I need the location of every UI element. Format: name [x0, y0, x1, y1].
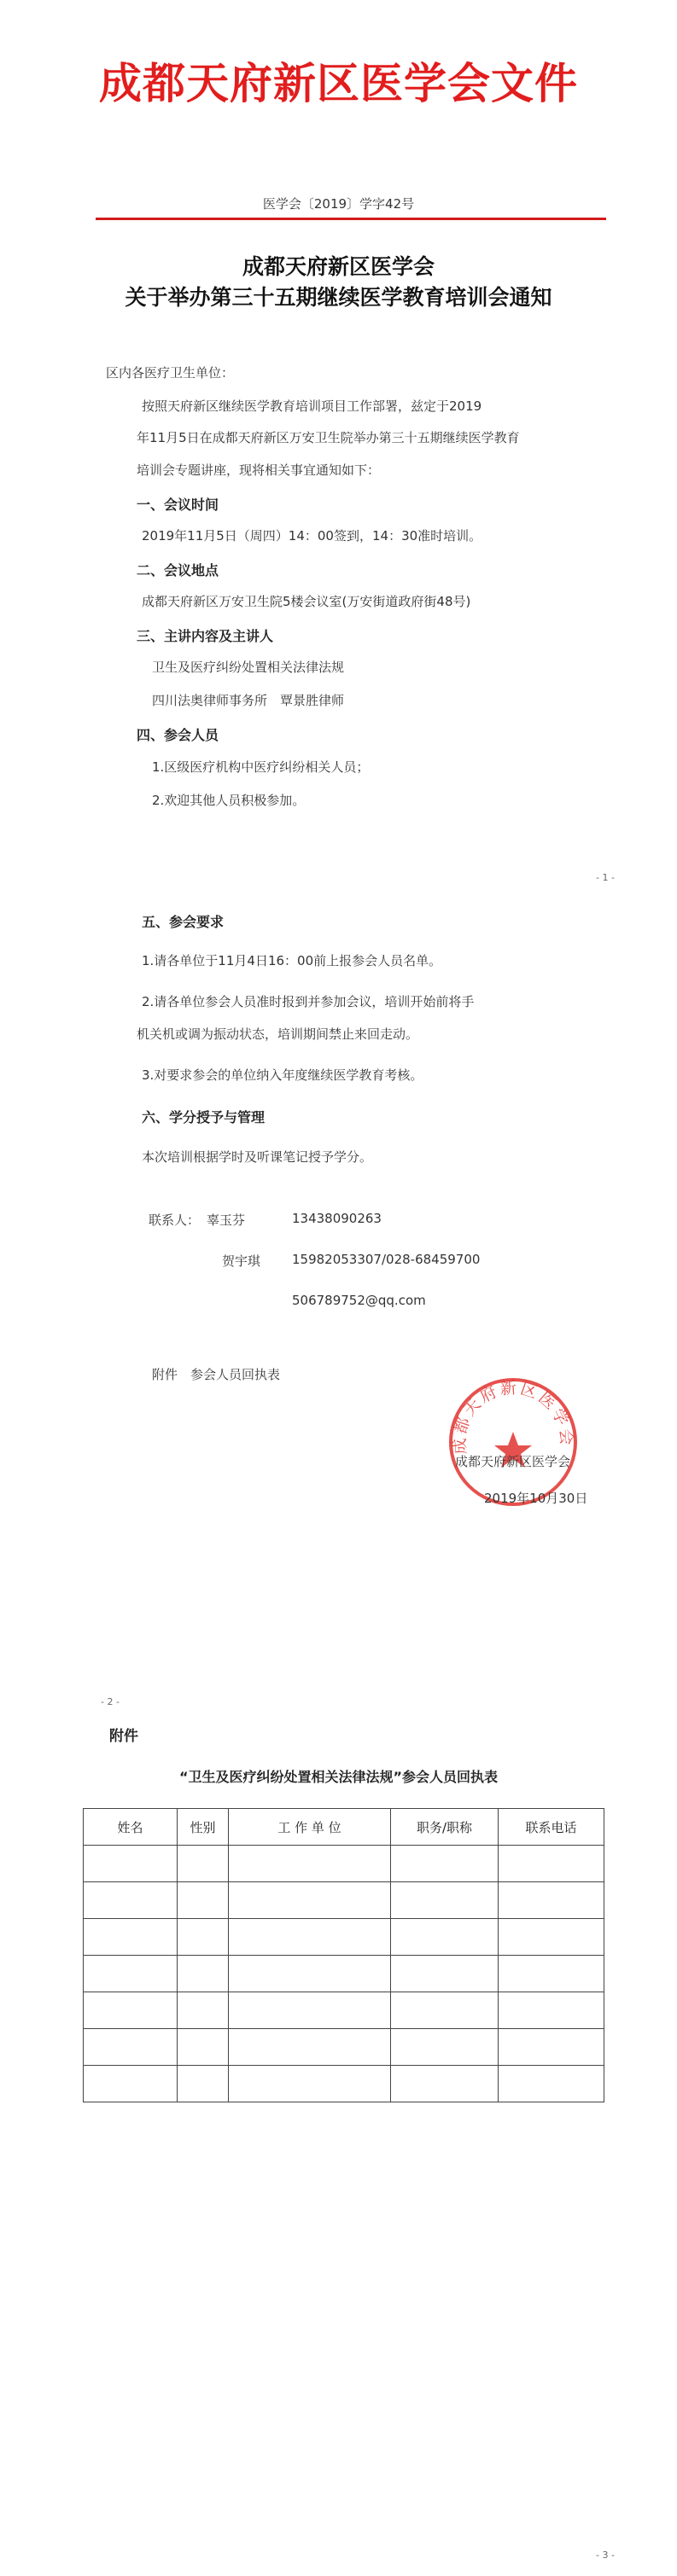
roster-table-wrapper: [83, 1808, 604, 2102]
document-number: 医学会〔2019〕学字42号: [262, 196, 415, 212]
table-cell: [229, 2066, 391, 2102]
intro-line2: 年11月5日在成都天府新区万安卫生院举办第三十五期继续医学教育: [137, 430, 520, 445]
column-header-gender: 性别: [178, 1809, 229, 1846]
table-cell: [499, 1956, 604, 1992]
table-cell: [84, 1846, 178, 1882]
salutation: 区内各医疗卫生单位：: [106, 365, 235, 381]
section-heading-location: 二、会议地点: [137, 562, 219, 579]
table-cell: [229, 1956, 391, 1992]
attendee-roster-table: [83, 1808, 604, 2102]
section-heading-attendees: 四、参会人员: [137, 727, 219, 743]
credits-text: 本次培训根据学时及听课笔记授予学分。: [142, 1149, 373, 1165]
table-header-row: [84, 1809, 604, 1846]
page-number-3: - 3 -: [596, 2550, 615, 2561]
attendee-item-2: 2.欢迎其他人员积极参加。: [152, 793, 306, 808]
table-cell: [84, 1882, 178, 1919]
contact-1-phone: 13438090263: [292, 1211, 382, 1226]
table-cell: [84, 2029, 178, 2066]
contact-label: 联系人：: [149, 1212, 201, 1228]
signature-org: 成都天府新区医学会: [455, 1454, 571, 1469]
notice-title-line1: 成都天府新区医学会: [242, 254, 435, 279]
attendee-item-1: 1.区级医疗机构中医疗纠纷相关人员；: [152, 759, 370, 775]
intro-line3: 培训会专题讲座，现将相关事宜通知如下：: [137, 462, 381, 478]
table-cell: [499, 1992, 604, 2029]
section-heading-speaker: 三、主讲内容及主讲人: [137, 628, 274, 644]
contact-1-name: 辜玉芬: [207, 1212, 246, 1228]
table-cell: [84, 1956, 178, 1992]
table-cell: [229, 1846, 391, 1882]
table-cell: [178, 1992, 229, 2029]
requirement-item-1: 1.请各单位于11月4日16：00前上报参会人员名单。: [142, 953, 442, 968]
table-cell: [499, 1846, 604, 1882]
table-cell: [391, 2029, 499, 2066]
table-cell: [229, 1882, 391, 1919]
table-cell: [178, 1882, 229, 1919]
table-cell: [229, 1992, 391, 2029]
notice-title-line2: 关于举办第三十五期继续医学教育培训会通知: [125, 285, 552, 310]
table-cell: [178, 2029, 229, 2066]
table-row: [84, 1882, 604, 1919]
table-row: [84, 2066, 604, 2102]
attachment-note: 附件 参会人员回执表: [152, 1367, 281, 1382]
meeting-location: 成都天府新区万安卫生院5楼会议室(万安街道政府街48号): [142, 594, 471, 609]
page-number-2: - 2 -: [101, 1696, 120, 1707]
seal-text: 成都天府新区医学会: [450, 1378, 576, 1456]
table-cell: [84, 1919, 178, 1956]
lecture-topic: 卫生及医疗纠纷处置相关法律法规: [152, 660, 345, 675]
roster-table-body: [84, 1846, 604, 2102]
table-row: [84, 1992, 604, 2029]
contact-2-phone: 15982053307/028-68459700: [292, 1252, 481, 1267]
section-heading-time: 一、会议时间: [137, 497, 219, 513]
table-cell: [499, 1919, 604, 1956]
annex-label: 附件: [109, 1728, 138, 1745]
column-header-title: 职务/职称: [391, 1809, 499, 1846]
table-cell: [391, 1956, 499, 1992]
table-cell: [391, 1846, 499, 1882]
table-cell: [178, 2066, 229, 2102]
contact-email: 506789752@qq.com: [292, 1293, 426, 1308]
table-cell: [391, 1992, 499, 2029]
requirement-item-2-line2: 机关机或调为振动状态，培训期间禁止来回走动。: [137, 1026, 419, 1042]
table-cell: [499, 2029, 604, 2066]
table-row: [84, 1956, 604, 1992]
table-row: [84, 2029, 604, 2066]
section-heading-credits: 六、学分授予与管理: [142, 1109, 266, 1125]
table-cell: [391, 2066, 499, 2102]
table-cell: [391, 1882, 499, 1919]
page-number-1: - 1 -: [596, 872, 615, 883]
signature-date: 2019年10月30日: [484, 1491, 588, 1506]
column-header-name: 姓名: [84, 1809, 178, 1846]
table-cell: [391, 1919, 499, 1956]
intro-line1: 按照天府新区继续医学教育培训项目工作部署，兹定于2019: [142, 398, 482, 414]
table-cell: [84, 2066, 178, 2102]
org-document-title: 成都天府新区医学会文件: [99, 58, 578, 108]
lecture-speaker: 四川法奥律师事务所 覃景胜律师: [152, 693, 345, 708]
annex-title: “卫生及医疗纠纷处置相关法律法规”参会人员回执表: [178, 1769, 499, 1785]
table-cell: [84, 1992, 178, 2029]
column-header-workplace: 工 作 单 位: [229, 1809, 391, 1846]
table-cell: [178, 1956, 229, 1992]
requirement-item-3: 3.对要求参会的单位纳入年度继续医学教育考核。: [142, 1067, 423, 1083]
column-header-phone: 联系电话: [499, 1809, 604, 1846]
requirement-item-2-line1: 2.请各单位参会人员准时报到并参加会议，培训开始前将手: [142, 994, 475, 1009]
section-heading-requirements: 五、参会要求: [142, 914, 225, 930]
table-cell: [229, 1919, 391, 1956]
red-divider: [96, 218, 606, 220]
table-cell: [229, 2029, 391, 2066]
table-row: [84, 1919, 604, 1956]
table-cell: [178, 1846, 229, 1882]
table-row: [84, 1846, 604, 1882]
contact-2-name: 贺宇琪: [222, 1253, 261, 1269]
meeting-time: 2019年11月5日（周四）14：00签到，14：30准时培训。: [142, 528, 482, 544]
table-cell: [499, 2066, 604, 2102]
table-cell: [499, 1882, 604, 1919]
table-cell: [178, 1919, 229, 1956]
